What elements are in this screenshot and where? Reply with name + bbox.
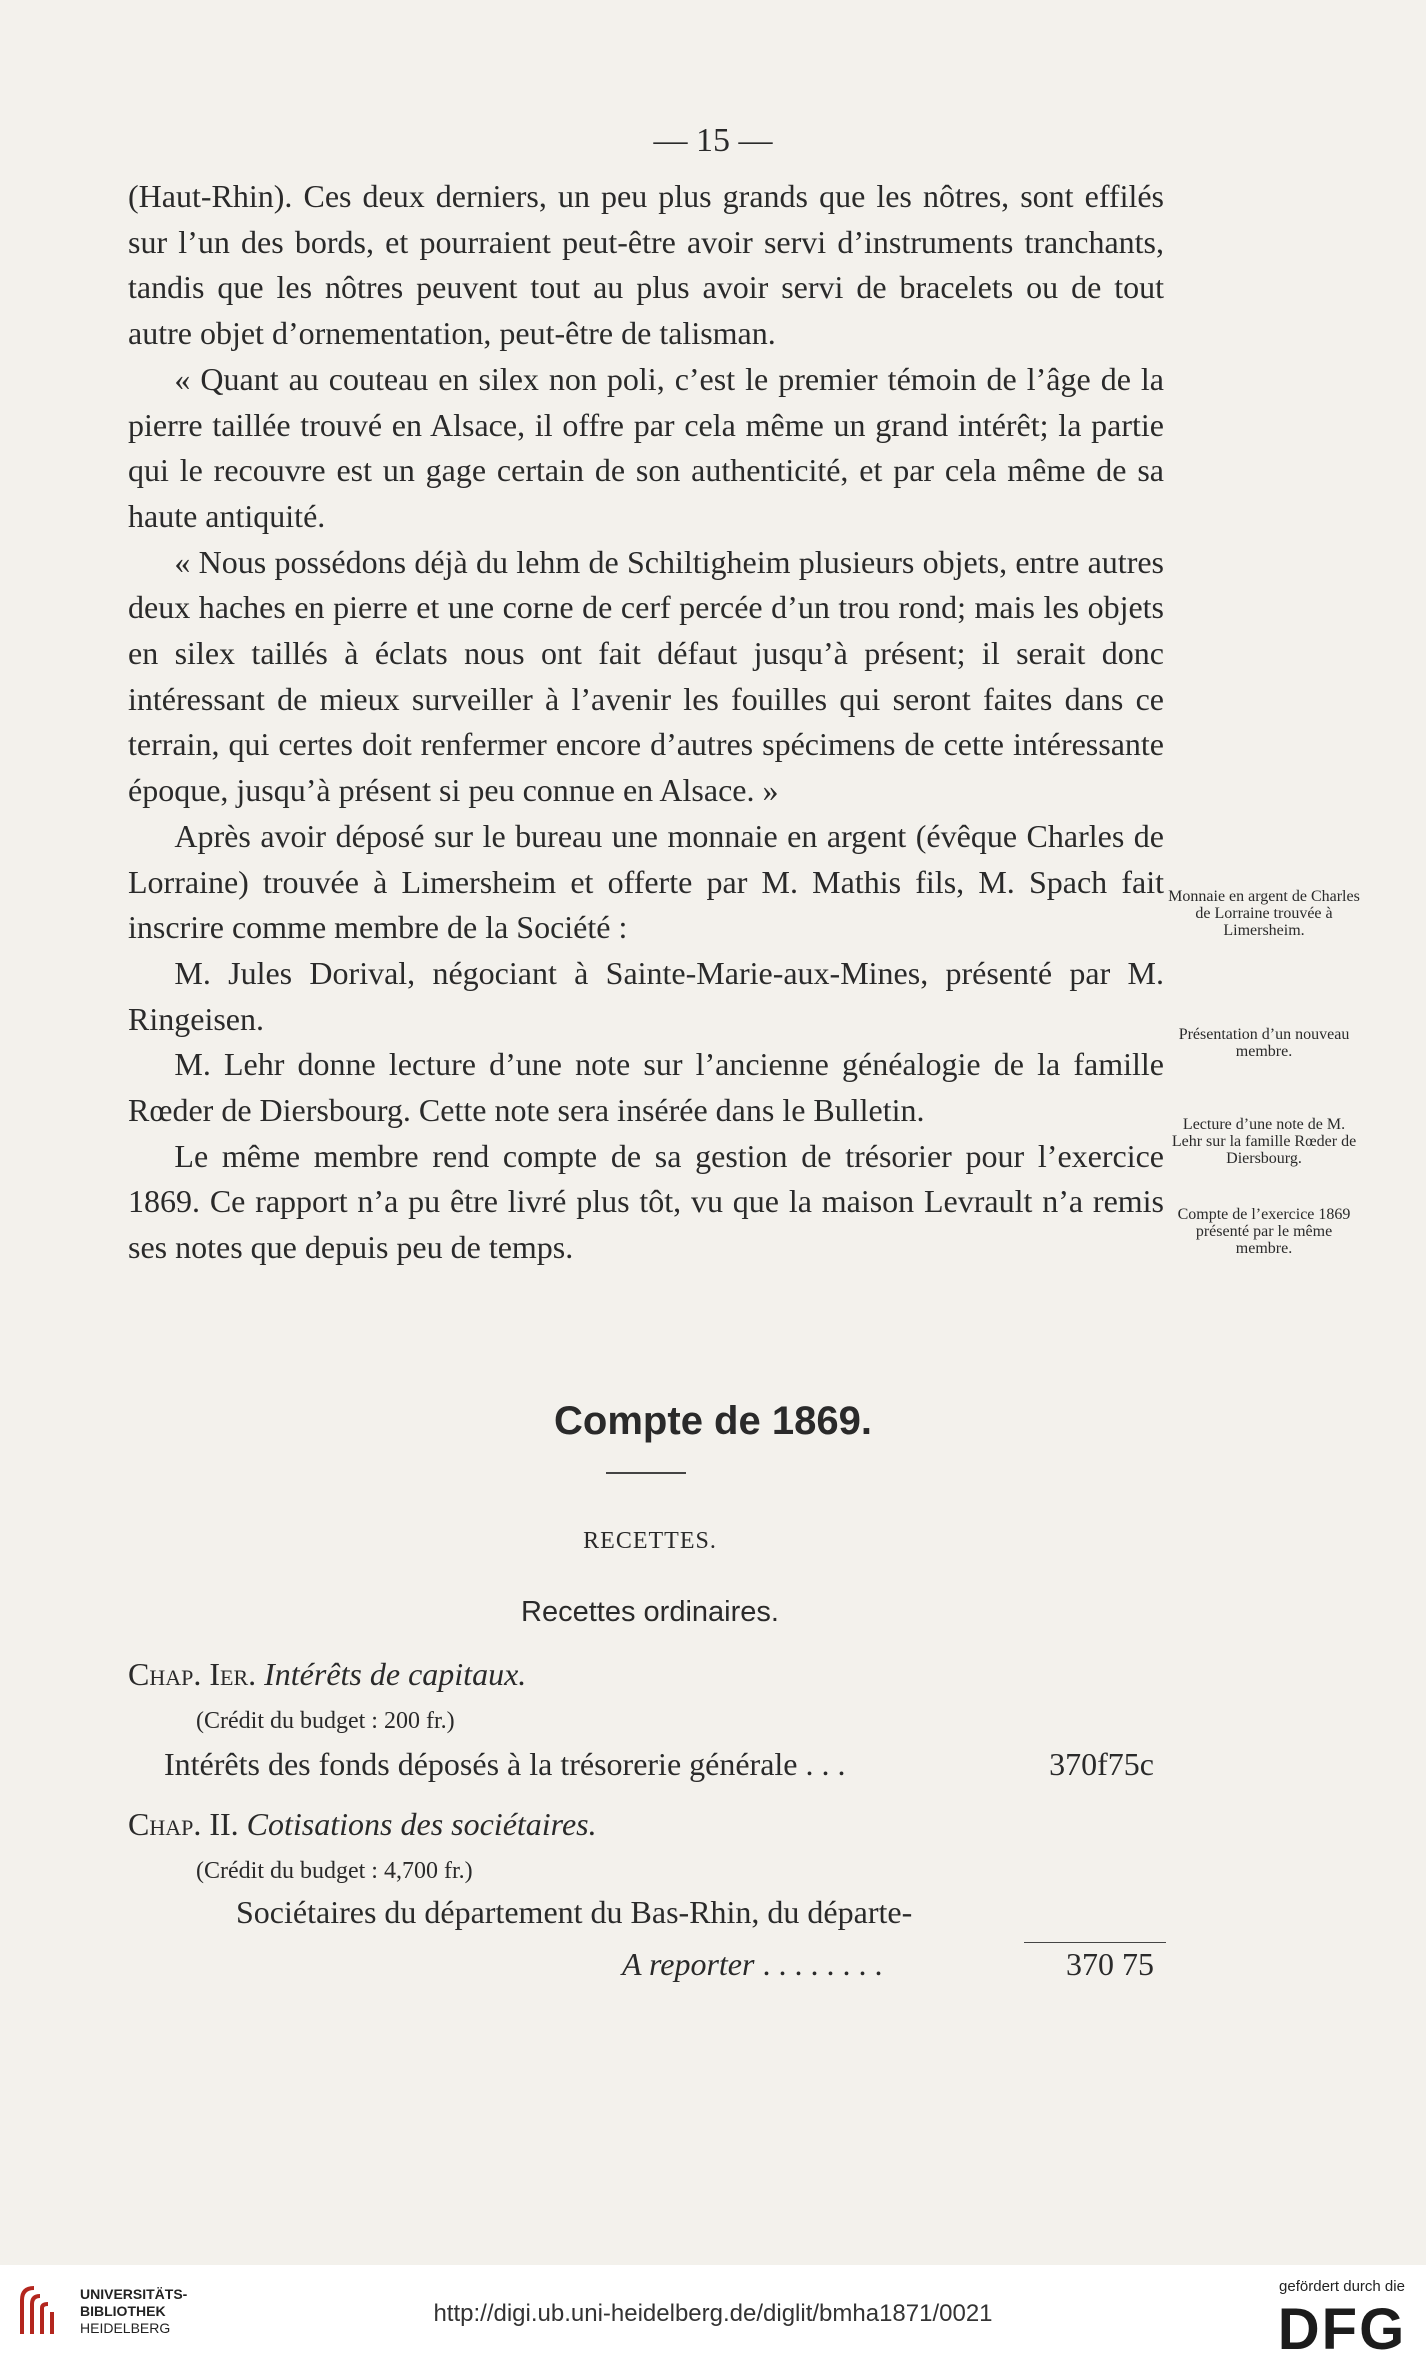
chapter-title: Intérêts de capitaux. <box>264 1656 527 1692</box>
paragraph: « Quant au couteau en silex non poli, c’est le premier témoin de l’âge de la pierre taillée trouvé en Alsace, il offre par cela même un grand intérêt; la partie qui le recouvre est un gage certain de son authenticité, et par cela même de sa haute antiquité. <box>128 360 1164 534</box>
budget-credit: (Crédit du budget : 4,700 fr.) <box>196 1858 473 1884</box>
funding-label: gefördert durch die <box>1279 2278 1405 2295</box>
subheading: Recettes ordinaires. <box>521 1596 779 1628</box>
chapter-heading <box>128 1806 597 1843</box>
paragraph: M. Jules Dorival, négociant à Sainte-Marie-aux-Mines, présenté par M. Ringeisen. <box>128 954 1164 1037</box>
chapter-title: Cotisations des sociétaires. <box>246 1806 597 1842</box>
chapter-heading <box>128 1656 526 1693</box>
library-name-line: UNIVERSITÄTS- <box>80 2286 188 2302</box>
carry-forward <box>622 1946 882 1983</box>
margin-note: Compte de l’exercice 1869 présenté par le même membre. <box>1177 1206 1351 1257</box>
permalink-url[interactable]: http://digi.ub.uni-heidelberg.de/diglit/bmha1871/0021 <box>433 2300 993 2327</box>
divider <box>606 1472 686 1474</box>
section-title: Compte de 1869. <box>554 1399 872 1443</box>
library-name-line: BIBLIOTHEK <box>80 2303 166 2319</box>
paragraph: Le même membre rend compte de sa gestion de trésorier pour l’exercice 1869. Ce rapport n’a pu être livré plus tôt, vu que la maison Levrault n’a remis ses notes que depuis peu de temps. <box>128 1137 1164 1266</box>
sum-rule <box>1024 1942 1166 1943</box>
chapter-label: Chap. II. <box>128 1806 239 1842</box>
carry-forward-label: A reporter <box>622 1946 755 1982</box>
carry-forward-amount: 370 75 <box>1066 1946 1154 1982</box>
ledger-entry: Intérêts des fonds déposés à la trésorerie générale . . . <box>164 1746 846 1782</box>
ledger-entry: Sociétaires du département du Bas-Rhin, du départe- <box>236 1894 913 1930</box>
budget-credit: (Crédit du budget : 200 fr.) <box>196 1708 455 1734</box>
library-name-line: HEIDELBERG <box>80 2320 171 2336</box>
paragraph: (Haut-Rhin). Ces deux derniers, un peu plus grands que les nôtres, sont effilés sur l’un des bords, et pourraient peut-être avoir servi d’instruments tranchants, tandis que les nôtres peuvent tout au plus avoir servi de bracelets ou de tout autre objet d’ornementation, peut-être de talisman. <box>128 178 1164 352</box>
body-text <box>128 174 1164 1271</box>
dfg-logo: DFG <box>1277 2297 1407 2362</box>
leader-dots: . . . . . . . . <box>762 1946 883 1982</box>
margin-note: Monnaie en argent de Charles de Lorraine trouvée à Limersheim. <box>1168 888 1360 939</box>
paragraph: « Nous possédons déjà du lehm de Schiltigheim plusieurs objets, entre autres deux haches en pierre et une corne de cerf percée d’un trou rond; mais les objets en silex taillés à éclats nous ont fait défaut jusqu’à présent; il serait donc intéressant de mieux surveiller à l’avenir les fouilles qui seront faites dans ce terrain, qui certes doit renfermer encore d’autres spécimens de cette intéressante époque, jusqu’à présent si peu connue en Alsace. » <box>128 543 1164 809</box>
paragraph: M. Lehr donne lecture d’une note sur l’ancienne généalogie de la famille Rœder de Diersbourg. Cette note sera insérée dans le Bulletin. <box>128 1046 1164 1129</box>
paragraph: Après avoir déposé sur le bureau une monnaie en argent (évêque Charles de Lorraine) trouvée à Limersheim et offerte par M. Mathis fils, M. Spach fait inscrire comme membre de la Société : <box>128 817 1164 946</box>
chapter-label: Chap. Ier. <box>128 1656 257 1692</box>
margin-note: Présentation d’un nouveau membre. <box>1178 1026 1350 1060</box>
margin-note: Lecture d’une note de M. Lehr sur la famille Rœder de Diersbourg. <box>1171 1116 1357 1167</box>
recettes-label: RECETTES. <box>583 1528 717 1554</box>
entry-amount: 370f75c <box>1049 1746 1154 1782</box>
page-number: — 15 — <box>653 122 773 159</box>
